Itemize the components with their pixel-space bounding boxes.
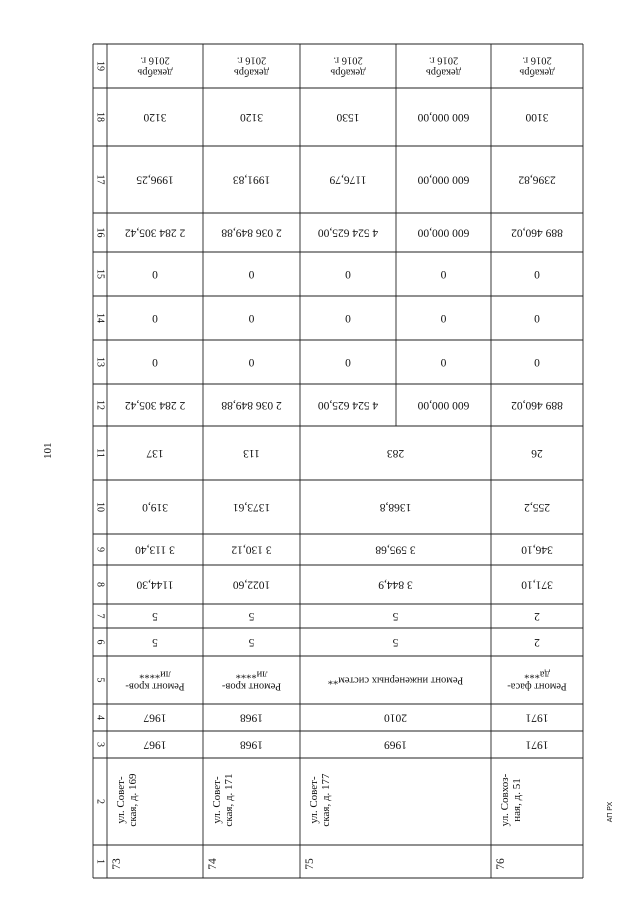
column-number-17: 17	[94, 174, 106, 185]
cell-r76-work_type-line: да***	[524, 668, 550, 680]
cell-r74-floors: 5	[248, 636, 255, 648]
column-number-6: 6	[94, 639, 106, 645]
cell-r74-deadline-line: 2016 г.	[236, 54, 267, 66]
column-number-13: 13	[94, 357, 106, 367]
cell-r76-cost_local: 0	[534, 268, 540, 280]
column-number-15: 15	[94, 269, 106, 279]
cell-r76-address-line: ная, д. 51	[511, 778, 523, 822]
cell-r74-year_prev_repair: 1968	[240, 711, 263, 724]
column-number-9: 9	[94, 547, 106, 552]
column-number-5: 5	[94, 677, 106, 683]
cell-r73-address-line: ская, д. 169	[127, 773, 139, 827]
cell-r75-work_type	[328, 675, 464, 686]
cell-r73-num: 73	[111, 858, 123, 870]
cell-r73-deadline-line: 2016 г.	[140, 54, 170, 66]
cell-r74-cost_local: 0	[248, 268, 255, 280]
cell-r74-entrances: 5	[248, 610, 255, 622]
cell-r76-address	[499, 773, 523, 826]
cell-r73-year_built: 1967	[143, 738, 167, 751]
cell-r76-cost_regional: 0	[534, 312, 540, 324]
cell-r75-deadline	[330, 55, 365, 78]
cell-r75-cost_owners: 4 524 625,00	[317, 226, 379, 239]
cell-r75b-cost_federal: 0	[440, 356, 447, 368]
cell-r76-living_area_residents: 255,2	[524, 501, 550, 513]
cell-r75-total_area: 3 844,9	[378, 578, 413, 591]
column-number-11: 11	[94, 448, 106, 458]
cell-r73-work_type	[125, 669, 185, 692]
cell-r75b-deadline	[426, 55, 461, 78]
cell-r76-year_built: 1971	[525, 738, 549, 751]
cell-r75-residents: 283	[386, 447, 405, 459]
cell-r74-living_area: 3 130,12	[231, 543, 272, 556]
cell-r74-cost_total: 2 036 849,88	[221, 399, 282, 411]
cell-r73-cost_owners: 2 284 305,42	[124, 226, 186, 239]
cell-r76-deadline	[519, 55, 554, 78]
cell-r75-cost_per_sqm: 1176,79	[329, 173, 367, 186]
cell-r76-address-line: ул. Совхоз-	[499, 773, 511, 827]
cell-r76-residents: 26	[531, 447, 543, 459]
cell-r75-deadline-line: декабрь	[330, 66, 366, 78]
cell-r73-work_type-line: ли****	[139, 668, 171, 680]
cell-r76-floors: 2	[534, 636, 540, 648]
cell-r76-entrances: 2	[534, 610, 540, 622]
cell-r76-work_type-line: Ремонт фаса-	[507, 680, 567, 692]
cell-r75-address-line: ская, д. 177	[320, 773, 332, 827]
cell-r75-year_built: 1969	[384, 738, 407, 751]
cell-r73-year_prev_repair: 1967	[143, 711, 167, 724]
cell-r75-living_area_residents: 1368,8	[379, 501, 412, 513]
page-number: 101	[42, 442, 54, 459]
cell-r75-year_prev_repair: 2010	[384, 711, 407, 724]
cell-r76-max_cost_per_sqm: 3100	[525, 111, 549, 123]
cell-r75b-cost_per_sqm: 600 000,00	[417, 173, 470, 186]
cell-r76-cost_total: 889 460,02	[511, 399, 563, 411]
cell-r74-num: 74	[207, 858, 219, 870]
cell-r75b-cost_regional: 0	[440, 312, 447, 324]
cell-r76-cost_federal: 0	[534, 356, 540, 368]
cell-r75b-cost_owners: 600 000,00	[417, 226, 470, 239]
column-number-7: 7	[94, 613, 106, 619]
cell-r76-year_prev_repair: 1971	[525, 711, 549, 724]
column-number-10: 10	[94, 502, 106, 512]
cell-r74-work_type	[221, 669, 281, 692]
cell-r75b-max_cost_per_sqm: 600 000,00	[417, 111, 470, 123]
cell-r73-deadline-line: декабрь	[137, 66, 173, 78]
cell-r74-cost_owners: 2 036 849,88	[221, 226, 282, 239]
cell-r75-address-line: ул. Совет-	[308, 776, 320, 824]
cell-r76-total_area: 371,10	[521, 578, 553, 591]
cell-r73-cost_local: 0	[152, 268, 158, 280]
cell-r75b-cost_total: 600 000,00	[417, 399, 470, 411]
cell-r73-max_cost_per_sqm: 3120	[143, 111, 167, 123]
cell-r73-cost_regional: 0	[152, 312, 158, 324]
cell-r75-address	[308, 773, 332, 827]
cell-r73-total_area: 1144,30	[136, 578, 174, 591]
cell-r75-deadline-line: 2016 г.	[333, 54, 363, 66]
cell-r76-num: 76	[495, 858, 507, 870]
cell-r73-work_type-line: Ремонт кров-	[125, 680, 185, 692]
cell-r73-address-line: ул. Совет-	[115, 776, 127, 824]
column-number-18: 18	[94, 112, 106, 122]
cell-r75b-deadline-line: 2016 г.	[428, 54, 459, 66]
cell-r74-cost_federal: 0	[248, 356, 255, 368]
cell-r74-cost_per_sqm: 1991,83	[232, 173, 271, 186]
cell-r74-living_area_residents: 1373,61	[232, 501, 271, 513]
cell-r75-num: 75	[304, 858, 316, 870]
column-number-2: 2	[94, 799, 106, 804]
cell-r74-address-line: ская, д. 171	[223, 773, 235, 827]
cell-r74-deadline	[234, 55, 269, 78]
cell-r75-cost_local: 0	[345, 268, 351, 280]
column-number-8: 8	[94, 582, 106, 587]
cell-r73-cost_federal: 0	[152, 356, 158, 368]
footer-note: АП РХ	[607, 801, 614, 823]
column-number-12: 12	[94, 400, 106, 410]
cell-r74-year_built: 1968	[240, 738, 263, 751]
column-number-4: 4	[94, 715, 106, 720]
cell-r75-cost_total: 4 524 625,00	[317, 399, 379, 411]
cell-r74-residents: 113	[243, 447, 260, 459]
cell-r73-cost_total: 2 284 305,42	[124, 399, 186, 411]
cell-r74-work_type-line: Ремонт кров-	[221, 680, 282, 692]
cell-r73-living_area_residents: 319,0	[142, 501, 168, 513]
column-number-19: 19	[94, 61, 106, 71]
cell-r74-cost_regional: 0	[248, 312, 255, 324]
cell-r74-address-line: ул. Совет-	[211, 776, 223, 824]
column-number-14: 14	[94, 313, 106, 323]
cell-r74-work_type-line: ли****	[235, 668, 268, 680]
cell-r76-living_area: 346,10	[521, 543, 553, 556]
column-number-1: 1	[94, 859, 106, 864]
cell-r75-floors: 5	[392, 636, 399, 648]
cell-r74-total_area: 1022,60	[232, 578, 271, 591]
cell-r75-entrances: 5	[392, 610, 399, 622]
cell-r73-floors: 5	[152, 636, 158, 648]
cell-r75b-deadline-line: декабрь	[426, 66, 461, 78]
cell-r76-deadline-line: 2016 г.	[522, 54, 552, 66]
cell-r75-cost_regional: 0	[345, 312, 351, 324]
cell-r76-cost_per_sqm: 2396,82	[518, 173, 556, 186]
cell-r73-cost_per_sqm: 1996,25	[136, 173, 174, 186]
column-number-3: 3	[94, 742, 106, 747]
cell-r74-deadline-line: декабрь	[234, 66, 269, 78]
cell-r74-address	[211, 773, 235, 826]
cell-r73-living_area: 3 113,40	[135, 543, 175, 556]
cell-r75-max_cost_per_sqm: 1530	[336, 111, 360, 123]
cell-r74-max_cost_per_sqm: 3120	[240, 111, 263, 123]
column-number-16: 16	[94, 227, 106, 238]
cell-r75-work_type-line: Ремонт инженерных систем**	[327, 674, 464, 686]
cell-r76-deadline-line: декабрь	[519, 66, 555, 78]
cell-r75-living_area: 3 595,68	[375, 543, 416, 556]
cell-r73-deadline	[137, 55, 172, 78]
cell-r76-work_type	[507, 669, 567, 692]
cell-r76-cost_owners: 889 460,02	[511, 226, 563, 239]
cell-r73-entrances: 5	[152, 610, 158, 622]
cell-r73-address	[115, 773, 139, 827]
cell-r75b-cost_local: 0	[440, 268, 447, 280]
cell-r75-cost_federal: 0	[345, 356, 351, 368]
cell-r73-residents: 137	[146, 447, 164, 459]
